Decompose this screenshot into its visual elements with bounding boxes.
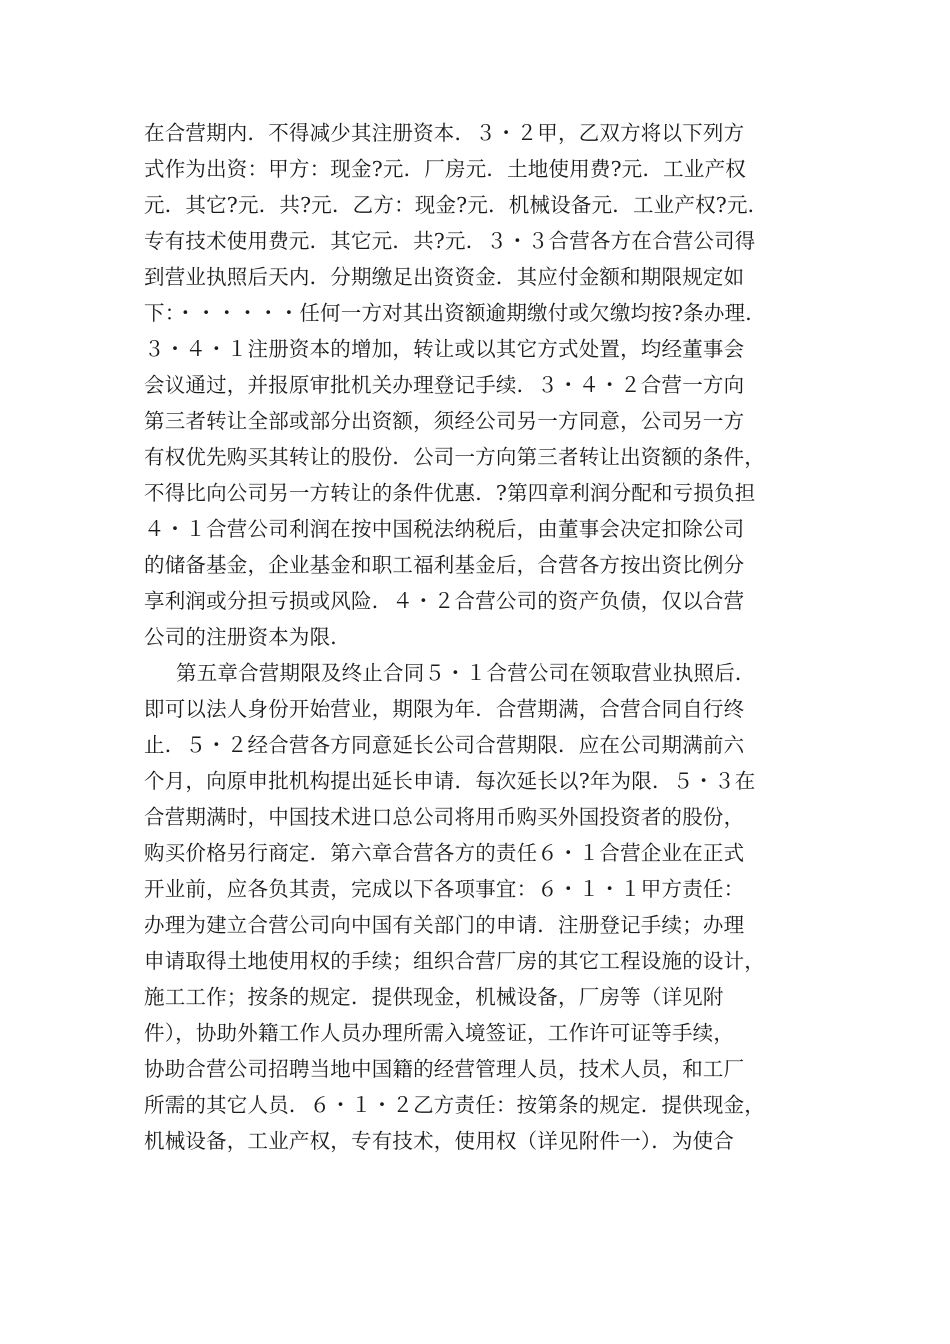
text-line: 施工工作；按条的规定．提供现金，机械设备，厂房等（详见附 (144, 985, 724, 1009)
text-line: ３・４・１注册资本的增加，转让或以其它方式处置，均经董事会 (144, 337, 745, 361)
text-line: 专有技术使用费元．其它元．共?元．３・３合营各方在合营公司得 (144, 229, 756, 253)
text-line: 式作为出资：甲方：现金?元．厂房元．土地使用费?元．工业产权 (144, 157, 746, 181)
paragraph-start-line: 第五章合营期限及终止合同５・１合营公司在领取营业执照后． (176, 661, 756, 685)
text-line: 元．其它?元．共?元．乙方：现金?元．机械设备元．工业产权?元． (144, 193, 769, 217)
text-line: 协助合营公司招聘当地中国籍的经营管理人员，技术人员，和工厂 (144, 1057, 745, 1081)
text-line: 办理为建立合营公司向中国有关部门的申请．注册登记手续；办理 (144, 913, 745, 937)
body-text (144, 115, 804, 1159)
text-line: 合营期满时，中国技术进口总公司将用币购买外国投资者的股份， (144, 805, 745, 829)
text-line: 公司的注册资本为限． (144, 625, 351, 649)
text-line: 购买价格另行商定．第六章合营各方的责任６・１合营企业在正式 (144, 841, 745, 865)
text-line: 即可以法人身份开始营业，期限为年．合营期满，合营合同自行终 (144, 697, 745, 721)
text-line: 下：・・・・・・任何一方对其出资额逾期缴付或欠缴均按?条办理． (144, 301, 766, 325)
text-line: 在合营期内．不得减少其注册资本．３・２甲，乙双方将以下列方 (144, 121, 745, 145)
text-line: 件），协助外籍工作人员办理所需入境签证，工作许可证等手续， (144, 1021, 735, 1045)
text-line: 开业前，应各负其责，完成以下各项事宜：６・１・１甲方责任： (144, 877, 745, 901)
text-line: 个月，向原申批机构提出延长申请．每次延长以?年为限．５・３在 (144, 769, 756, 793)
text-line: 止．５・２经合营各方同意延长公司合营期限．应在公司期满前六 (144, 733, 745, 757)
text-line: ４・１合营公司利润在按中国税法纳税后，由董事会决定扣除公司 (144, 517, 745, 541)
text-line: 的储备基金，企业基金和职工福利基金后，合营各方按出资比例分 (144, 553, 745, 577)
text-line: 不得比向公司另一方转让的条件优惠．?第四章利润分配和亏损负担 (144, 481, 756, 505)
text-line: 所需的其它人员．６・１・２乙方责任：按第条的规定．提供现金， (144, 1093, 765, 1117)
text-line: 机械设备，工业产权，专有技术，使用权（详见附件一）．为使合 (144, 1129, 735, 1153)
text-line: 会议通过，并报原审批机关办理登记手续．３・４・２合营一方向 (144, 373, 745, 397)
text-line: 到营业执照后天内．分期缴足出资资金．其应付金额和期限规定如 (144, 265, 745, 289)
text-line: 享利润或分担亏损或风险．４・２合营公司的资产负债，仅以合营 (144, 589, 745, 613)
text-line: 有权优先购买其转让的股份．公司一方向第三者转让出资额的条件， (144, 445, 765, 469)
text-line: 第三者转让全部或部分出资额，须经公司另一方同意，公司另一方 (144, 409, 745, 433)
text-line: 申请取得土地使用权的手续；组织合营厂房的其它工程设施的设计， (144, 949, 765, 973)
